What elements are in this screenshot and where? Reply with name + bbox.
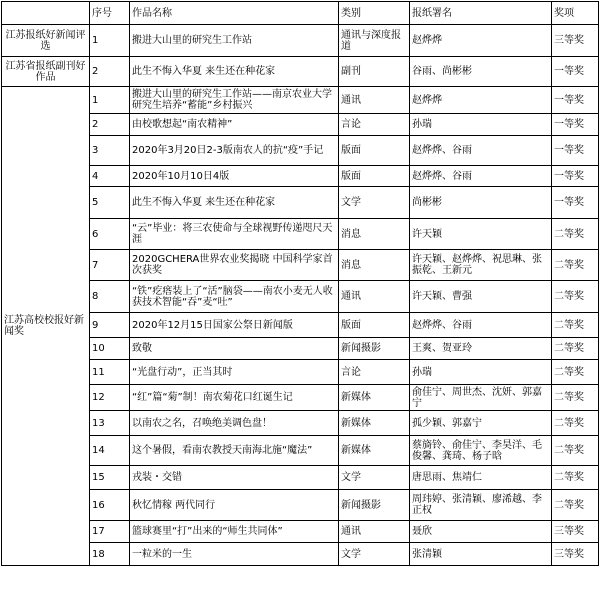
award: 一等奖 xyxy=(552,87,599,114)
table-row xyxy=(2,411,599,436)
table-row xyxy=(2,490,599,521)
category: 副刊 xyxy=(339,57,410,87)
header-blank xyxy=(2,2,90,25)
author: 蔡旖铃、俞佳宁、李昊洋、毛俊馨、龚琦、杨子晗 xyxy=(410,436,552,466)
award: 二等奖 xyxy=(552,411,599,436)
table-row xyxy=(2,281,599,313)
row-number: 15 xyxy=(90,466,130,490)
category: 言论 xyxy=(339,360,410,385)
header-title: 作品名称 xyxy=(130,2,339,25)
header-number: 序号 xyxy=(90,2,130,25)
row-number: 16 xyxy=(90,490,130,521)
category: 消息 xyxy=(339,250,410,281)
author: 张清颖 xyxy=(410,543,552,566)
author: 俞佳宁、周世杰、沈妍、郭嘉宁 xyxy=(410,385,552,411)
table-row xyxy=(2,136,599,166)
table-row xyxy=(2,57,599,87)
award: 二等奖 xyxy=(552,466,599,490)
author: 王爽、贺亚玲 xyxy=(410,338,552,360)
category: 新闻摄影 xyxy=(339,338,410,360)
category: 消息 xyxy=(339,219,410,250)
category: 新媒体 xyxy=(339,436,410,466)
work-title: 搬进大山里的研究生工作站——南京农业大学研究生培养“蓄能”乡村振兴 xyxy=(130,87,339,114)
work-title: 一粒米的一生 xyxy=(130,543,339,566)
award: 一等奖 xyxy=(552,57,599,87)
row-number: 5 xyxy=(90,187,130,219)
award: 二等奖 xyxy=(552,490,599,521)
work-title: 2020年12月15日国家公祭日新闻版 xyxy=(130,313,339,338)
author: 许天颖 xyxy=(410,219,552,250)
author: 聂欣 xyxy=(410,521,552,543)
work-title: 2020GCHERA世界农业奖揭晓 中国科学家首次获奖 xyxy=(130,250,339,281)
category: 版面 xyxy=(339,136,410,166)
award: 一等奖 xyxy=(552,166,599,187)
table-row xyxy=(2,313,599,338)
awards-table xyxy=(1,1,599,566)
table-row xyxy=(2,543,599,566)
table-row xyxy=(2,385,599,411)
work-title: 秋忆情稼 两代同行 xyxy=(130,490,339,521)
award: 一等奖 xyxy=(552,136,599,166)
section-name: 江苏省报纸副刊好作品 xyxy=(2,57,90,87)
work-title: 以南农之名，召唤绝美调色盘！ xyxy=(130,411,339,436)
table-row xyxy=(2,87,599,114)
table-row xyxy=(2,166,599,187)
work-title: 这个暑假，看南农教授天南海北施“魔法” xyxy=(130,436,339,466)
section-name: 江苏高校校报好新闻奖 xyxy=(2,87,90,566)
award: 二等奖 xyxy=(552,360,599,385)
category: 版面 xyxy=(339,313,410,338)
row-number: 9 xyxy=(90,313,130,338)
table-row xyxy=(2,360,599,385)
header-row xyxy=(2,2,599,25)
header-category: 类别 xyxy=(339,2,410,25)
category: 文学 xyxy=(339,466,410,490)
work-title: “铁”疙瘩装上了“活”脑袋——南农小麦无人收获技术智能“吞”麦“吐” xyxy=(130,281,339,313)
award: 二等奖 xyxy=(552,219,599,250)
row-number: 1 xyxy=(90,87,130,114)
header-award: 奖项 xyxy=(552,2,599,25)
category: 通讯 xyxy=(339,521,410,543)
work-title: 致敬 xyxy=(130,338,339,360)
work-title: 此生不悔入华夏 来生还在种花家 xyxy=(130,57,339,87)
row-number: 4 xyxy=(90,166,130,187)
table-row xyxy=(2,25,599,57)
author: 赵烨烨、谷雨 xyxy=(410,166,552,187)
award: 三等奖 xyxy=(552,543,599,566)
row-number: 6 xyxy=(90,219,130,250)
category: 通讯与深度报道 xyxy=(339,25,410,57)
row-number: 10 xyxy=(90,338,130,360)
award: 三等奖 xyxy=(552,521,599,543)
award: 二等奖 xyxy=(552,338,599,360)
table-row xyxy=(2,521,599,543)
work-title: 戎装・交错 xyxy=(130,466,339,490)
header-author: 报纸署名 xyxy=(410,2,552,25)
author: 唐思雨、焦靖仁 xyxy=(410,466,552,490)
work-title: 2020年10月10日4版 xyxy=(130,166,339,187)
category: 新媒体 xyxy=(339,385,410,411)
table-row xyxy=(2,219,599,250)
category: 新媒体 xyxy=(339,411,410,436)
author: 谷雨、尚彬彬 xyxy=(410,57,552,87)
author: 周玮婷、张清颖、廖浠越、李正权 xyxy=(410,490,552,521)
award: 二等奖 xyxy=(552,313,599,338)
work-title: 篮球赛里“打”出来的“师生共同体” xyxy=(130,521,339,543)
category: 文学 xyxy=(339,543,410,566)
row-number: 17 xyxy=(90,521,130,543)
work-title: 搬进大山里的研究生工作站 xyxy=(130,25,339,57)
row-number: 1 xyxy=(90,25,130,57)
author: 孤少颖、郭嘉宁 xyxy=(410,411,552,436)
author: 赵烨烨、谷雨 xyxy=(410,313,552,338)
row-number: 2 xyxy=(90,114,130,136)
award: 一等奖 xyxy=(552,114,599,136)
award: 二等奖 xyxy=(552,436,599,466)
work-title: 由校歌想起“南农精神” xyxy=(130,114,339,136)
row-number: 2 xyxy=(90,57,130,87)
row-number: 13 xyxy=(90,411,130,436)
section-name: 江苏报纸好新闻评选 xyxy=(2,25,90,57)
table-row xyxy=(2,436,599,466)
author: 尚彬彬 xyxy=(410,187,552,219)
award: 三等奖 xyxy=(552,25,599,57)
author: 孙瑞 xyxy=(410,114,552,136)
award: 一等奖 xyxy=(552,187,599,219)
table-row xyxy=(2,466,599,490)
row-number: 12 xyxy=(90,385,130,411)
work-title: “云”毕业：将三农使命与全球视野传递咫尺天涯 xyxy=(130,219,339,250)
work-title: “光盘行动”，正当其时 xyxy=(130,360,339,385)
row-number: 18 xyxy=(90,543,130,566)
category: 言论 xyxy=(339,114,410,136)
category: 通讯 xyxy=(339,87,410,114)
author: 孙瑞 xyxy=(410,360,552,385)
author: 许天颖、曹强 xyxy=(410,281,552,313)
award: 二等奖 xyxy=(552,250,599,281)
row-number: 11 xyxy=(90,360,130,385)
table-row xyxy=(2,187,599,219)
award: 二等奖 xyxy=(552,281,599,313)
table-row xyxy=(2,250,599,281)
work-title: “红”篇“菊”制！南农菊花口红诞生记 xyxy=(130,385,339,411)
row-number: 7 xyxy=(90,250,130,281)
work-title: 此生不悔入华夏 来生还在种花家 xyxy=(130,187,339,219)
category: 通讯 xyxy=(339,281,410,313)
work-title: 2020年3月20日2-3版南农人的抗“疫”手记 xyxy=(130,136,339,166)
row-number: 3 xyxy=(90,136,130,166)
table-row xyxy=(2,114,599,136)
category: 文学 xyxy=(339,187,410,219)
category: 新闻摄影 xyxy=(339,490,410,521)
author: 赵烨烨 xyxy=(410,25,552,57)
award: 二等奖 xyxy=(552,385,599,411)
author: 赵烨烨 xyxy=(410,87,552,114)
row-number: 8 xyxy=(90,281,130,313)
author: 赵烨烨、谷雨 xyxy=(410,136,552,166)
table-row xyxy=(2,338,599,360)
category: 版面 xyxy=(339,166,410,187)
author: 许天颖、赵烨烨、祝思琳、张振乾、王新元 xyxy=(410,250,552,281)
row-number: 14 xyxy=(90,436,130,466)
